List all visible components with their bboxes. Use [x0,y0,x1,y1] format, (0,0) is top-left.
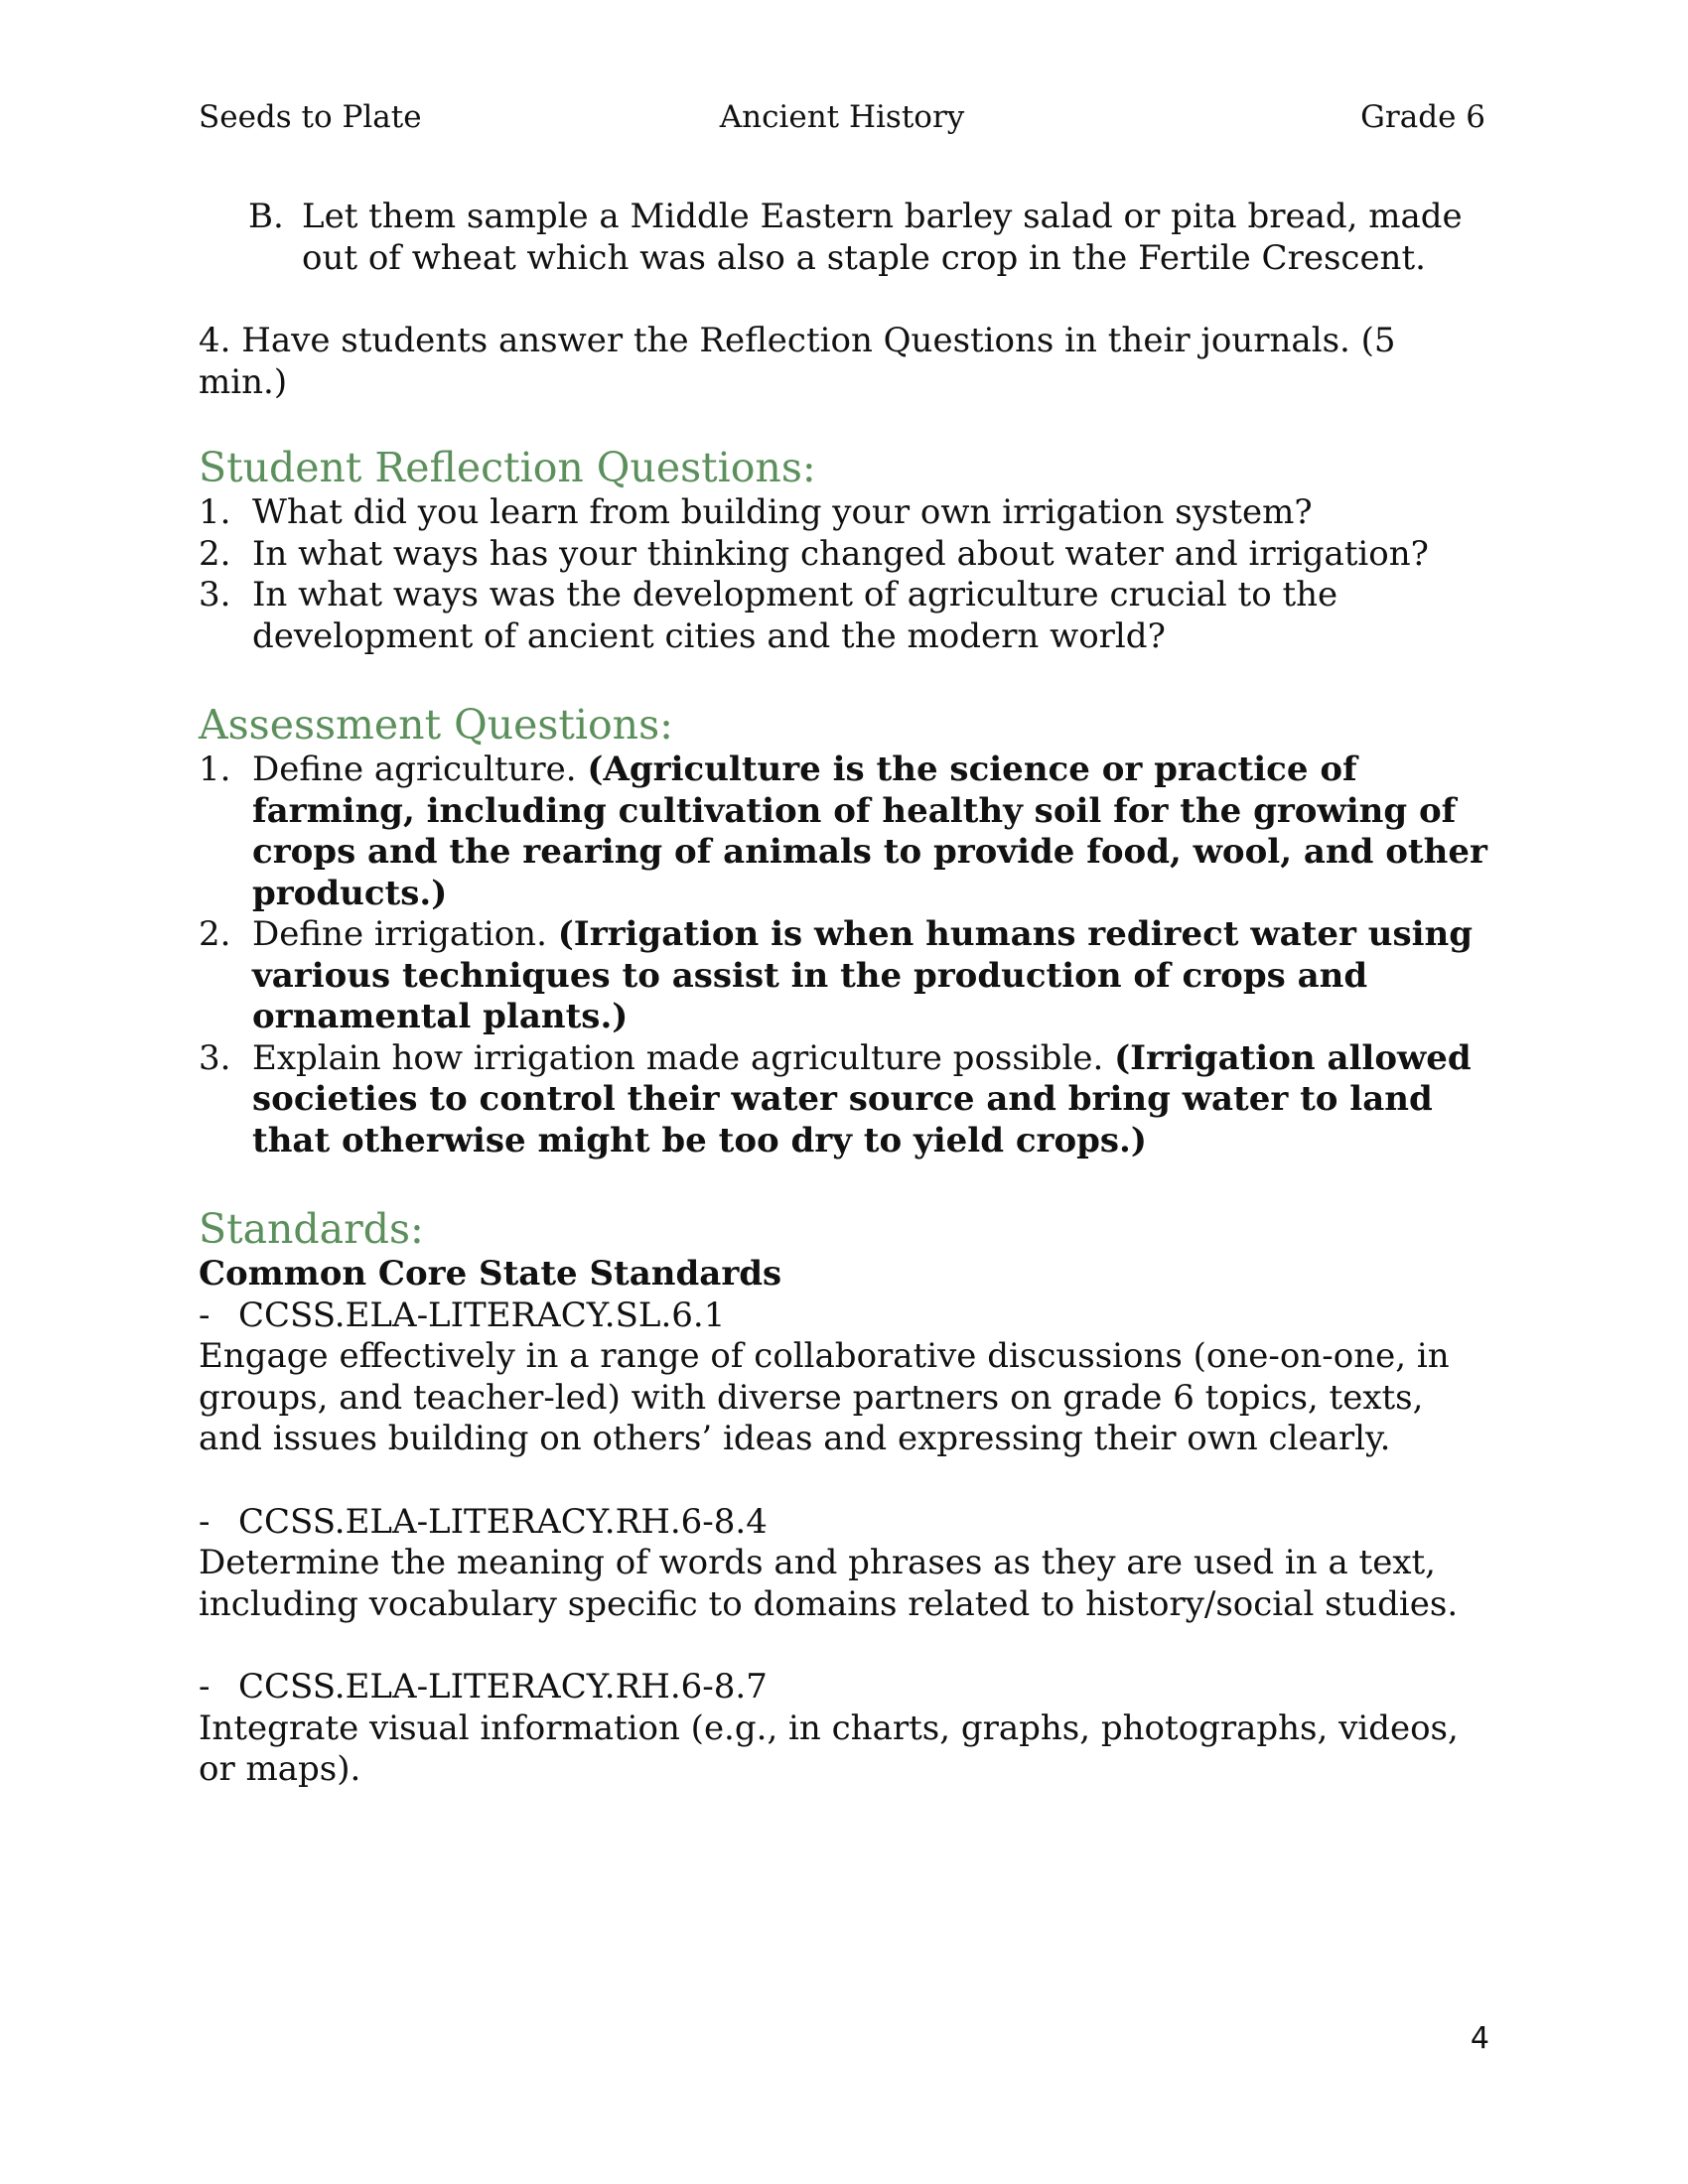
list-marker: 2. [199,533,231,574]
step-b-text: Let them sample a Middle Eastern barley salad or pita bread, made out of wheat which was also a staple crop in the Fertile Crescent. [302,197,1463,278]
standard-code: CCSS.ELA-LITERACY.RH.6-8.4 [238,1501,768,1542]
list-item-text: What did you learn from building your own irrigation system? [252,492,1313,532]
standard-code-line [199,1502,1489,1544]
list-item [199,534,1489,576]
list-item [199,1038,1489,1162]
question-text: Explain how irrigation made agriculture possible. [252,1037,1115,1078]
assessment-heading: Assessment Questions: [199,701,673,749]
standard-item [199,1502,1489,1626]
step-b [199,197,1489,279]
reflection-heading: Student Reflection Questions: [199,444,816,491]
standard-code: CCSS.ELA-LITERACY.RH.6-8.7 [238,1667,768,1706]
assessment-list [199,750,1489,1161]
header-center: Ancient History [719,99,965,135]
dash-marker: - [199,1667,211,1706]
page-number: 4 [1470,2021,1489,2056]
answer-text: (Agriculture is the science or practice of farming, including cultivation of healthy soil for the growing of crops and the rearing of animals to provide food, wool, and other products.) [252,750,1487,913]
page-content [199,197,1489,1791]
list-marker: 2. [199,914,231,954]
page-header [199,99,1485,139]
list-marker: 3. [199,1037,231,1078]
list-marker: 1. [199,492,231,532]
list-marker: B. [248,197,284,236]
dash-marker: - [199,1501,211,1542]
list-item [199,492,1489,534]
list-item-text: In what ways was the development of agriculture crucial to the development of ancient cities and the modern world? [252,575,1338,656]
standard-code-line [199,1667,1489,1708]
standard-item [199,1296,1489,1460]
standards-heading: Standards: [199,1205,424,1253]
list-item [199,750,1489,914]
answer-text: (Irrigation allowed societies to control their water source and bring water to land that otherwise might be too dry to yield crops.) [252,1037,1472,1160]
list-item [199,575,1489,657]
standard-description: Integrate visual information (e.g., in charts, graphs, photographs, videos, or maps). [199,1707,1459,1789]
list-item [199,914,1489,1038]
standards-subheading: Common Core State Standards [199,1254,782,1294]
step-4: 4. Have students answer the Reflection Questions in their journals. (5 min.) [199,321,1396,402]
standard-code-line [199,1296,1489,1337]
question-text: Define agriculture. [252,750,588,789]
reflection-list [199,492,1489,657]
list-item-text: In what ways has your thinking changed about water and irrigation? [252,533,1429,574]
list-marker: 3. [199,575,231,614]
standard-item [199,1667,1489,1791]
question-text: Define irrigation. [252,914,558,954]
answer-text: (Irrigation is when humans redirect water using various techniques to assist in the production of crops and ornamental plants.) [252,914,1473,1036]
header-right: Grade 6 [1360,99,1485,135]
header-left: Seeds to Plate [199,99,422,135]
standard-description: Determine the meaning of words and phrases as they are used in a text, including vocabulary specific to domains related to history/social studies. [199,1543,1459,1624]
list-marker: 1. [199,750,231,789]
standard-code: CCSS.ELA-LITERACY.SL.6.1 [238,1295,726,1335]
dash-marker: - [199,1295,211,1335]
standard-description: Engage effectively in a range of collaborative discussions (one-on-one, in groups, and teacher-led) with diverse partners on grade 6 topics, texts, and issues building on others’ ideas and expressing their own clearly. [199,1336,1450,1458]
